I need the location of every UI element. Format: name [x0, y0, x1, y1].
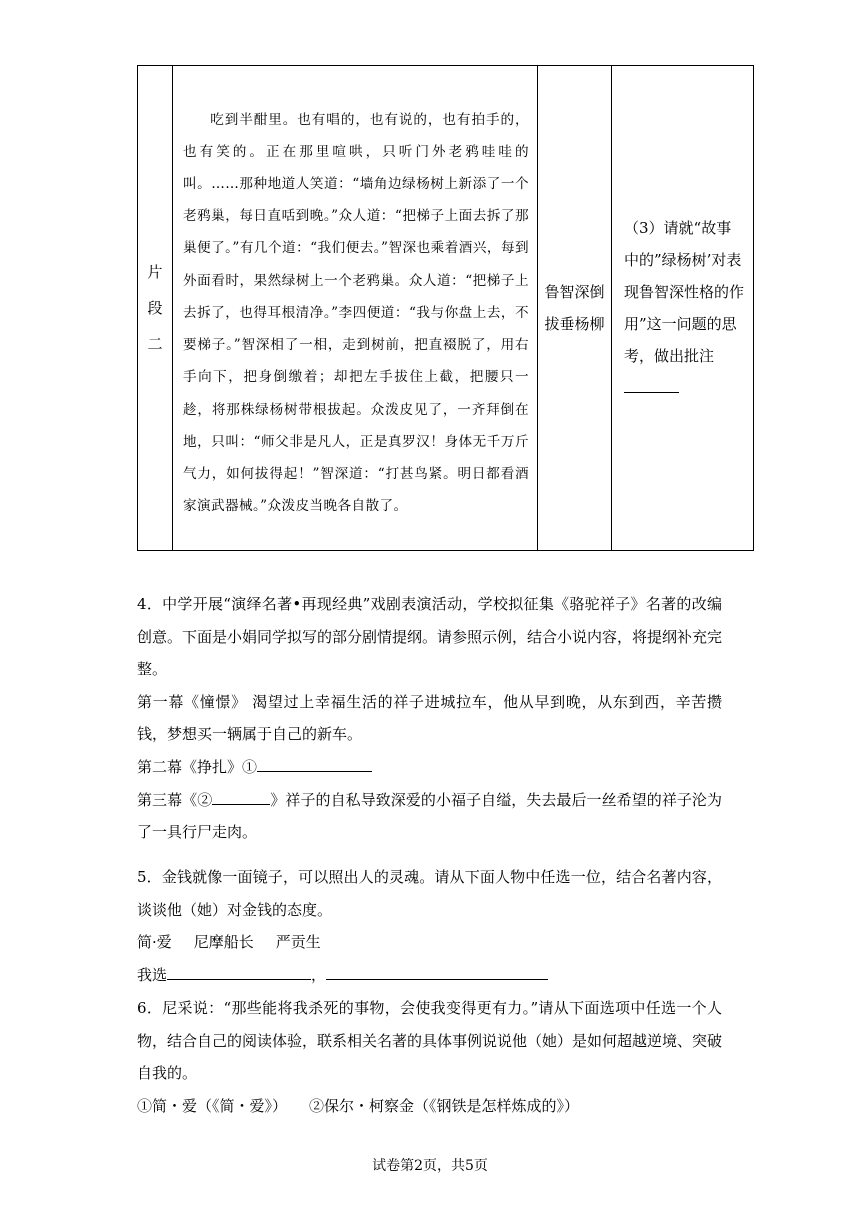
q6-option-2: ②保尔・柯察金（《钢铁是怎样炼成的》）	[309, 1096, 580, 1115]
q5-stem: 5．金钱就像一面镜子，可以照出人的灵魂。请从下面人物中任选一位，结合名著内容，谈谈他（她）对金钱的态度。	[137, 868, 722, 919]
reading-table	[137, 65, 754, 551]
fragment-label	[138, 66, 173, 551]
q4-act2-label: 第二幕《挣扎》①	[137, 757, 258, 776]
q5-blank-reason[interactable]	[326, 964, 548, 980]
passage-text: 吃到半酣里。也有唱的，也有说的，也有拍手的，也有笑的。正在那里喧哄，只听门外老鸦哇哇的叫。……那种地道人笑道：“墙角边绿杨树上新添了一个老鸦巢，每日直咶到晚。”众人道：“把梯子上面去拆了那巢便了。”有几个道：“我们便去。”智深也乘着酒兴，每到外面看时，果然绿树上一个老鸦巢。众人道：“把梯子上去拆了，也得耳根清净。”李四便道：“我与你盘上去，不要梯子。”智深相了一相，走到树前，把直裰脱了，用右手向下，把身倒缴着；却把左手拔住上截，把腰只一趁，将那株绿杨树带根拔起。众泼皮见了，一齐拜倒在地，只叫：“师父非是凡人，正是真罗汉！身体无千万斤气力，如何拔得起！”智深道：“打甚鸟紧。明日都看酒家演武器械。”众泼皮当晚各自散了。	[183, 111, 529, 515]
task-answer-blank[interactable]	[624, 377, 679, 393]
fragment-label-text: 片段二	[147, 263, 163, 353]
q4-blank-2[interactable]	[212, 789, 270, 805]
q5-answer	[137, 959, 722, 992]
q6-options	[137, 1090, 722, 1123]
q4-act2	[137, 751, 722, 784]
story-title-cell	[538, 66, 612, 551]
story-title: 鲁智深倒拔垂杨柳	[544, 283, 605, 333]
question-5	[137, 861, 722, 991]
q5-answer-sep: ，	[311, 965, 327, 984]
q6-stem: 6．尼采说：“那些能将我杀死的事物，会使我变得更有力。”请从下面选项中任选一个人物，结合自己的阅读体验，联系相关名著的具体事例说说他（她）是如何超越逆境、突破自我的。	[137, 999, 723, 1083]
q5-blank-name[interactable]	[167, 964, 311, 980]
q4-act3-suffix: 》祥子的自私导致深爱的小福子自缢，失去最后一丝希望的祥子沦为了一具行尸走肉。	[137, 790, 722, 842]
q4-act1: 第一幕《憧憬》 渴望过上幸福生活的祥子进城拉车，他从早到晚，从东到西，辛苦攒钱，梦想买一辆属于自己的新车。	[137, 692, 722, 744]
q5-option-3: 严贡生	[275, 933, 321, 952]
q5-option-1: 简·爱	[137, 933, 172, 952]
task-text: （3）请就“故事中的”绿杨树’对表现鲁智深性格的作用”这一问题的思考，做出批注	[624, 219, 745, 365]
q4-blank-1[interactable]	[257, 756, 372, 772]
task-cell	[612, 66, 754, 551]
q4-stem: 4．中学开展“演绎名著•再现经典”戏剧表演活动，学校拟征集《骆驼祥子》名著的改编创意。下面是小娟同学拟写的部分剧情提纲。请参照示例，结合小说内容，将提纲补充完整。	[137, 595, 723, 679]
page-footer: 试卷第2页，共5页	[372, 1158, 488, 1174]
q5-option-2: 尼摩船长	[193, 933, 254, 952]
q4-act3	[137, 784, 722, 849]
question-4	[137, 588, 722, 849]
q6-option-1: ①简・爱（《简・爱》）	[137, 1096, 288, 1115]
q5-answer-prefix: 我选	[137, 965, 168, 984]
passage-cell	[173, 66, 538, 551]
q5-options	[137, 926, 722, 959]
q4-act3-prefix: 第三幕《②	[137, 790, 213, 809]
question-6	[137, 992, 722, 1122]
